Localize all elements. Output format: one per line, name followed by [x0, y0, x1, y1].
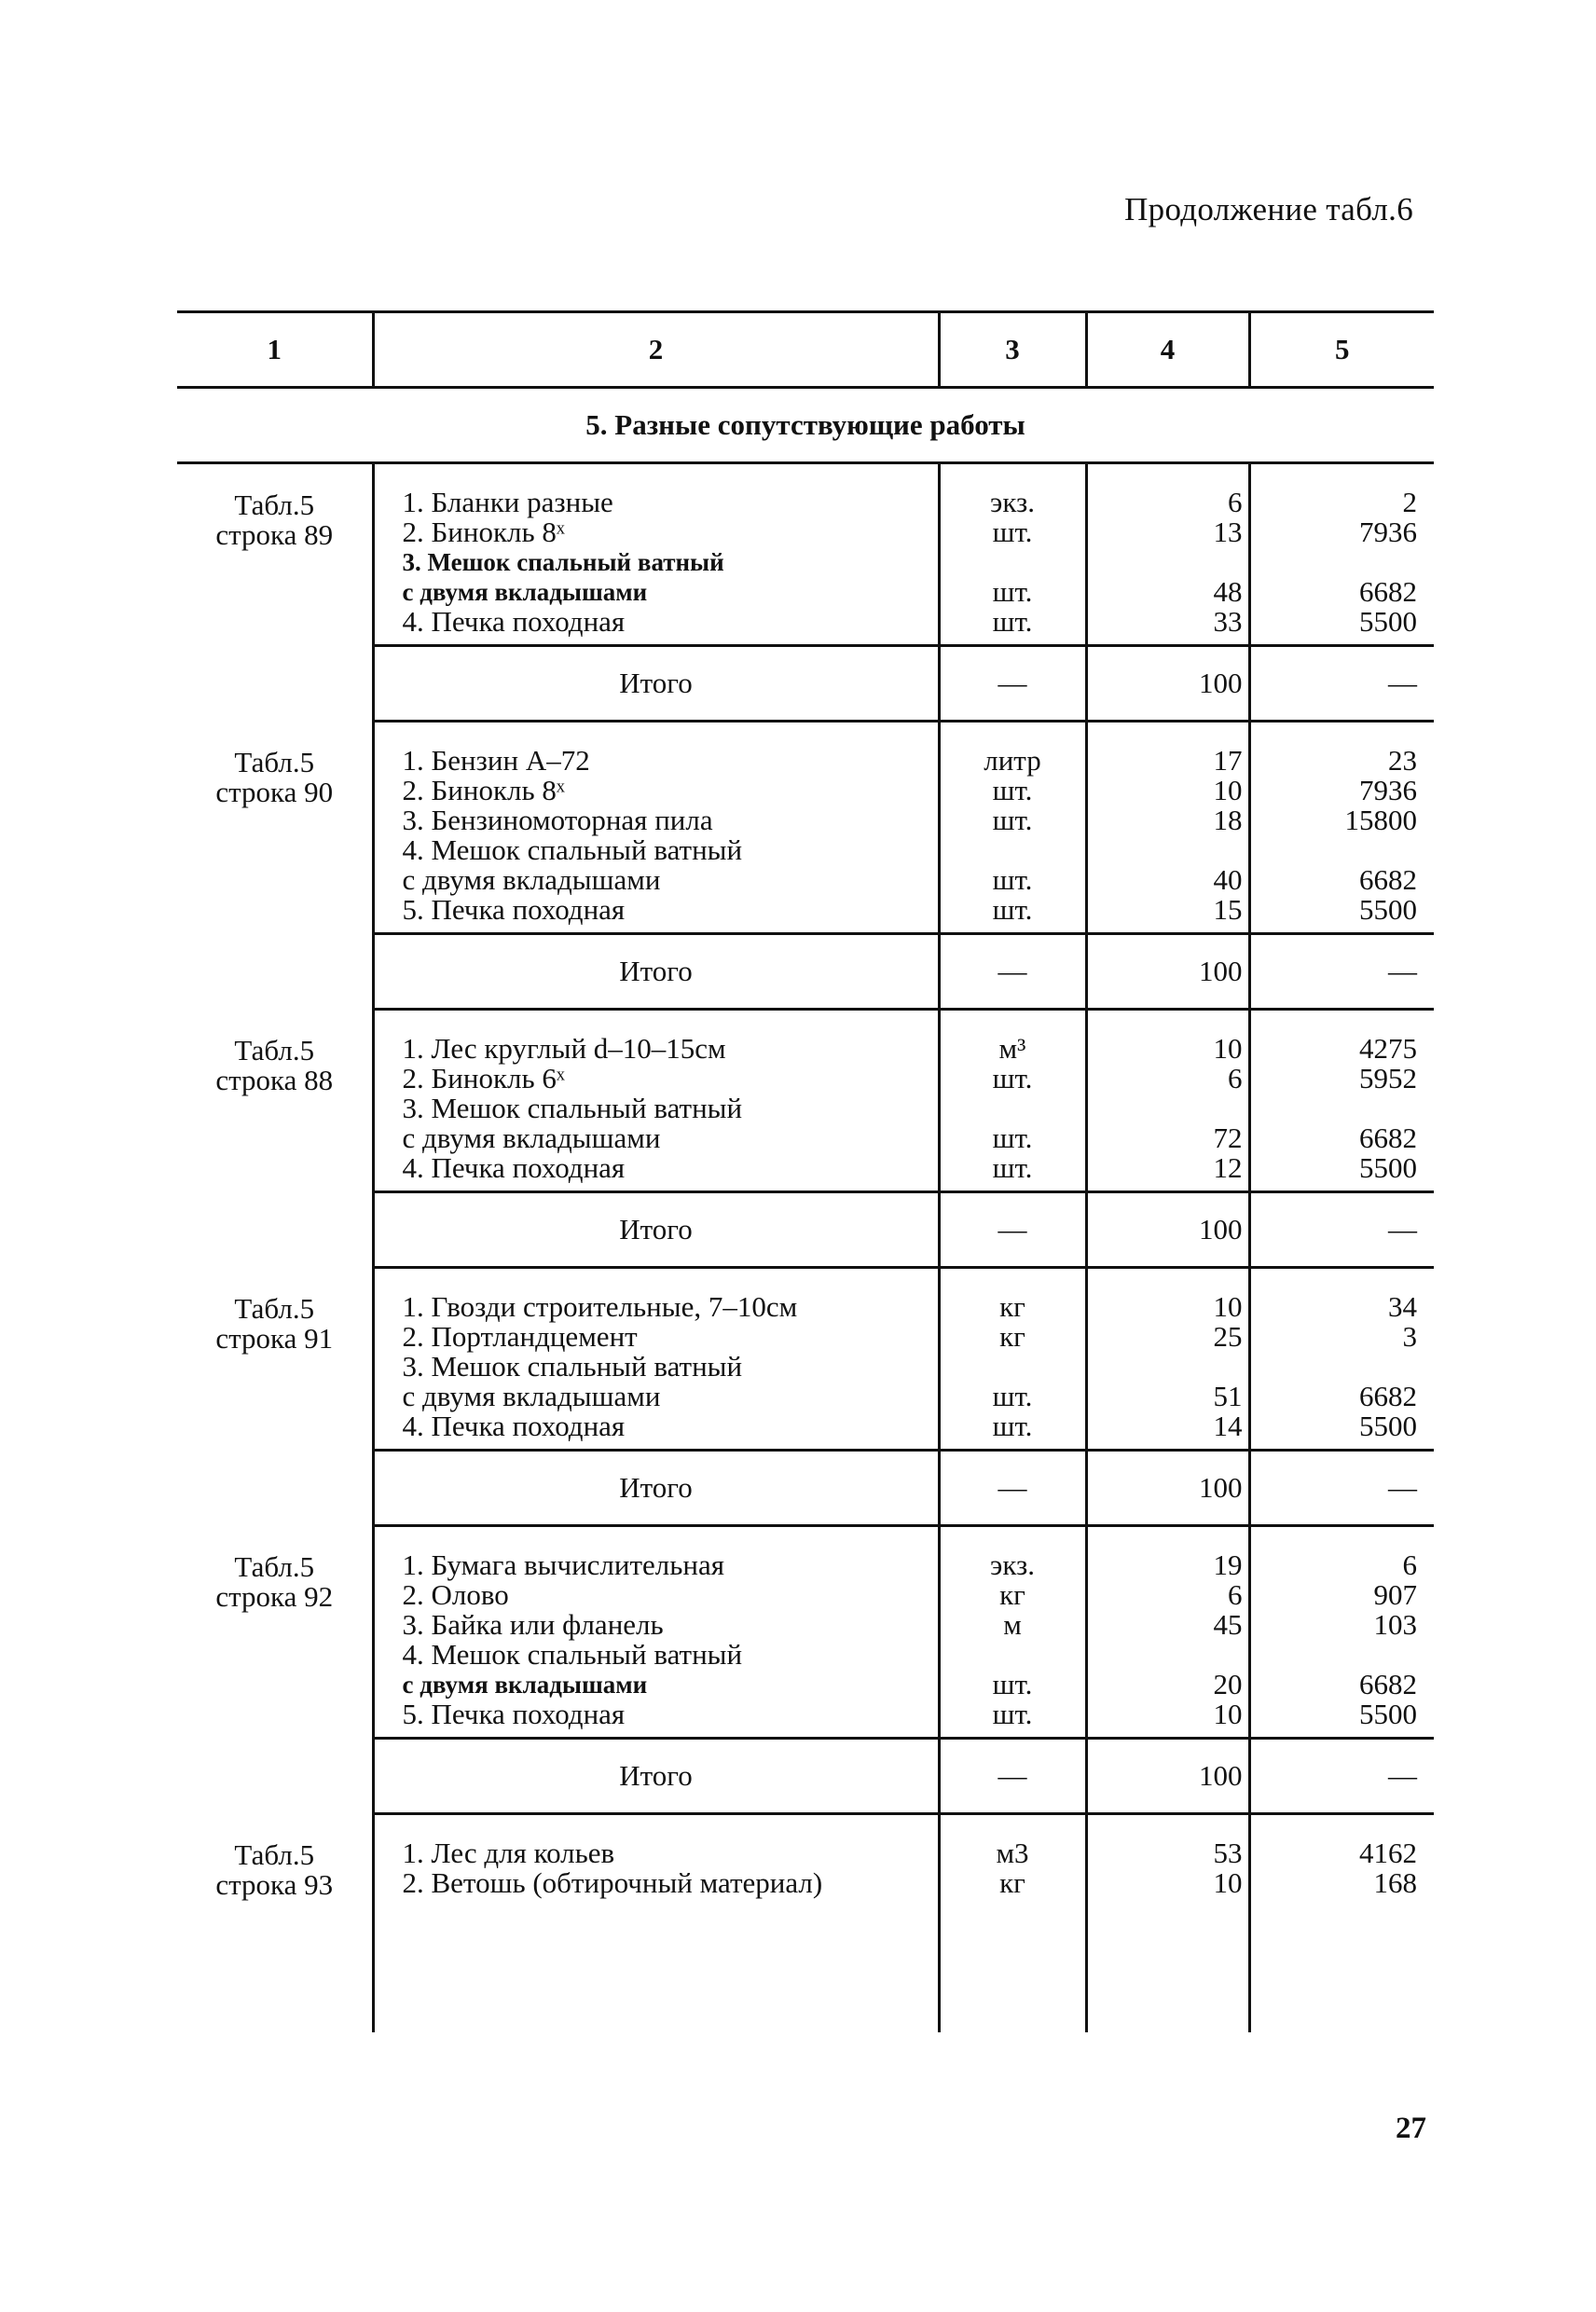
list-item: 4. Печка походная: [402, 605, 626, 638]
price-list: [1249, 1268, 1434, 1451]
quantity-value: 33: [1213, 605, 1243, 638]
column-header-4: 4: [1086, 312, 1249, 388]
price-value: 34: [1388, 1290, 1417, 1323]
table-row: [177, 463, 1434, 646]
unit-value: шт.: [992, 774, 1033, 806]
unit-value: шт.: [992, 804, 1033, 836]
reference-line: Табл.5: [234, 489, 315, 521]
total-quantity: 100: [1086, 1451, 1249, 1526]
unit-value: шт.: [992, 516, 1033, 548]
unit-list: [939, 1010, 1086, 1192]
list-item: 2. Бинокль 8ˣ: [402, 774, 565, 806]
reference-line: Табл.5: [234, 1291, 315, 1325]
unit-list: [939, 722, 1086, 934]
reference-line: Табл.5: [234, 745, 315, 778]
unit-value: шт.: [992, 1410, 1033, 1442]
list-item: 1. Бумага вычислительная: [402, 1548, 724, 1581]
reference-line: строка 92: [215, 1579, 334, 1613]
quantity-value: 10: [1213, 1698, 1243, 1730]
unit-value: экз.: [990, 486, 1035, 518]
quantity-value: 53: [1213, 1837, 1243, 1869]
price-list: [1249, 1814, 1434, 2033]
column-number-row: [177, 312, 1434, 388]
quantity-list: [1086, 1526, 1249, 1739]
total-label: Итого: [373, 934, 939, 1010]
total-price-dash: —: [1249, 646, 1434, 722]
price-value: [1251, 1640, 1418, 1670]
total-price-dash: —: [1249, 934, 1434, 1010]
price-value: 3: [1402, 1320, 1417, 1353]
list-item: 3. Байка или фланель: [402, 1608, 664, 1641]
unit-value: кг: [999, 1290, 1025, 1323]
reference-line: строка 89: [215, 518, 334, 551]
list-item: с двумя вкладышами: [402, 1122, 661, 1154]
list-item: 3. Мешок спальный ватный: [402, 1092, 743, 1124]
quantity-list: [1086, 463, 1249, 646]
quantity-value: 10: [1213, 1032, 1243, 1065]
price-value: 5952: [1359, 1062, 1417, 1094]
unit-value: [941, 1640, 1085, 1670]
total-quantity: 100: [1086, 1192, 1249, 1268]
quantity-value: 10: [1213, 1866, 1243, 1899]
item-list: [373, 1268, 939, 1451]
total-quantity: 100: [1086, 1739, 1249, 1814]
total-label: Итого: [373, 1192, 939, 1268]
quantity-value: 6: [1228, 1578, 1243, 1611]
price-value: 6682: [1359, 863, 1417, 896]
list-item: 2. Бинокль 8ˣ: [402, 516, 565, 548]
page-number: 27: [1396, 2112, 1426, 2145]
price-value: [1251, 835, 1418, 865]
price-value: 2: [1402, 486, 1417, 518]
quantity-value: 51: [1213, 1380, 1243, 1412]
unit-value: [941, 1094, 1085, 1123]
table-row: [177, 722, 1434, 934]
price-value: 15800: [1344, 804, 1417, 836]
list-item: 3. Мешок спальный ватный: [402, 548, 724, 576]
item-list: [373, 1814, 939, 2033]
row-reference: [177, 1814, 373, 2033]
unit-value: шт.: [992, 1062, 1033, 1094]
unit-value: литр: [984, 744, 1041, 777]
row-reference: [177, 1526, 373, 1814]
unit-value: экз.: [990, 1548, 1035, 1581]
unit-list: [939, 1268, 1086, 1451]
quantity-list: [1086, 1268, 1249, 1451]
list-item: 1. Гвозди строительные, 7–10см: [402, 1290, 798, 1323]
quantity-value: 15: [1213, 893, 1243, 926]
price-value: [1251, 1094, 1418, 1123]
unit-value: м: [1003, 1608, 1022, 1641]
list-item: 2. Ветошь (обтирочный материал): [402, 1866, 823, 1899]
unit-value: [941, 1352, 1085, 1382]
quantity-value: 10: [1213, 774, 1243, 806]
quantity-list: [1086, 722, 1249, 934]
column-header-2: 2: [373, 312, 939, 388]
total-unit-dash: —: [939, 1451, 1086, 1526]
price-value: 6682: [1359, 1668, 1417, 1700]
total-price-dash: —: [1249, 1451, 1434, 1526]
list-item: 5. Печка походная: [402, 893, 626, 926]
price-value: 168: [1373, 1866, 1417, 1899]
list-item: с двумя вкладышами: [402, 1380, 661, 1412]
unit-value: шт.: [992, 893, 1033, 926]
unit-value: [941, 835, 1085, 865]
quantity-value: [1088, 1352, 1243, 1382]
quantity-value: 40: [1213, 863, 1243, 896]
table-row: [177, 1526, 1434, 1739]
list-item: 4. Печка походная: [402, 1410, 626, 1442]
price-value: 5500: [1359, 605, 1417, 638]
list-item: 3. Бензиномоторная пила: [402, 804, 713, 836]
price-list: [1249, 463, 1434, 646]
price-list: [1249, 722, 1434, 934]
quantity-value: [1088, 1094, 1243, 1123]
price-value: 6682: [1359, 1380, 1417, 1412]
reference-line: Табл.5: [234, 1837, 315, 1871]
unit-list: [939, 463, 1086, 646]
reference-line: строка 91: [215, 1321, 334, 1355]
section-title-row: [177, 388, 1434, 463]
list-item: с двумя вкладышами: [402, 863, 661, 896]
price-value: 6: [1402, 1548, 1417, 1581]
price-value: 23: [1388, 744, 1417, 777]
total-quantity: 100: [1086, 934, 1249, 1010]
unit-value: шт.: [992, 605, 1033, 638]
unit-list: [939, 1526, 1086, 1739]
price-list: [1249, 1010, 1434, 1192]
quantity-value: 14: [1213, 1410, 1243, 1442]
price-value: 5500: [1359, 1698, 1417, 1730]
total-unit-dash: —: [939, 1192, 1086, 1268]
list-item: 1. Бензин А–72: [402, 744, 590, 777]
column-header-1: 1: [177, 312, 373, 388]
table-row: [177, 1814, 1434, 2033]
quantity-value: 10: [1213, 1290, 1243, 1323]
reference-line: Табл.5: [234, 1549, 315, 1583]
item-list: [373, 1526, 939, 1739]
list-item: 1. Лес круглый d–10–15см: [402, 1032, 726, 1065]
price-value: 4275: [1359, 1032, 1417, 1065]
table-row: [177, 1010, 1434, 1192]
column-header-3: 3: [939, 312, 1086, 388]
price-value: 4162: [1359, 1837, 1417, 1869]
unit-value: шт.: [992, 1122, 1033, 1154]
quantity-value: 6: [1228, 486, 1243, 518]
row-reference: [177, 722, 373, 1010]
list-item: 4. Печка походная: [402, 1151, 626, 1184]
unit-value: кг: [999, 1866, 1025, 1899]
unit-value: м³: [998, 1032, 1026, 1065]
list-item: 2. Портландцемент: [402, 1320, 638, 1353]
price-value: [1251, 1352, 1418, 1382]
price-value: 5500: [1359, 1151, 1417, 1184]
list-item: 3. Мешок спальный ватный: [402, 1350, 743, 1383]
row-reference: [177, 1010, 373, 1268]
quantity-list: [1086, 1814, 1249, 2033]
price-value: 5500: [1359, 1410, 1417, 1442]
price-value: 7936: [1359, 516, 1417, 548]
list-item: 5. Печка походная: [402, 1698, 626, 1730]
quantity-value: 19: [1213, 1548, 1243, 1581]
list-item: 2. Олово: [402, 1578, 509, 1611]
unit-value: шт.: [992, 1380, 1033, 1412]
quantity-value: [1088, 835, 1243, 865]
total-label: Итого: [373, 1739, 939, 1814]
total-unit-dash: —: [939, 934, 1086, 1010]
item-list: [373, 1010, 939, 1192]
table-row: [177, 1268, 1434, 1451]
price-value: 5500: [1359, 893, 1417, 926]
total-label: Итого: [373, 1451, 939, 1526]
reference-line: Табл.5: [234, 1033, 315, 1067]
unit-value: [941, 547, 1085, 577]
quantity-value: 20: [1213, 1668, 1243, 1700]
unit-value: м3: [996, 1837, 1029, 1869]
reference-line: строка 88: [215, 1063, 334, 1096]
unit-value: шт.: [992, 863, 1033, 896]
list-item: 1. Лес для кольев: [402, 1837, 615, 1869]
list-item: с двумя вкладышами: [402, 1671, 648, 1699]
quantity-value: 18: [1213, 804, 1243, 836]
quantity-value: 13: [1213, 516, 1243, 548]
quantity-value: 17: [1213, 744, 1243, 777]
quantity-value: [1088, 547, 1243, 577]
total-unit-dash: —: [939, 1739, 1086, 1814]
reference-line: строка 93: [215, 1867, 334, 1901]
item-list: [373, 463, 939, 646]
list-item: с двумя вкладышами: [402, 578, 648, 606]
price-value: 103: [1373, 1608, 1417, 1641]
price-value: 7936: [1359, 774, 1417, 806]
total-unit-dash: —: [939, 646, 1086, 722]
unit-value: шт.: [992, 1698, 1033, 1730]
row-reference: [177, 1268, 373, 1526]
price-value: 907: [1373, 1578, 1417, 1611]
unit-value: шт.: [992, 1151, 1033, 1184]
list-item: 1. Бланки разные: [402, 486, 613, 518]
row-reference: [177, 463, 373, 722]
quantity-value: 25: [1213, 1320, 1243, 1353]
total-price-dash: —: [1249, 1739, 1434, 1814]
section-title: 5. Разные сопутствующие работы: [177, 388, 1434, 463]
list-item: 2. Бинокль 6ˣ: [402, 1062, 565, 1094]
price-value: [1251, 547, 1418, 577]
quantity-value: [1088, 1640, 1243, 1670]
total-label: Итого: [373, 646, 939, 722]
unit-list: [939, 1814, 1086, 2033]
continuation-caption: Продолжение табл.6: [1124, 191, 1413, 227]
quantity-value: 72: [1213, 1122, 1243, 1154]
unit-value: кг: [999, 1320, 1025, 1353]
unit-value: шт.: [992, 575, 1033, 608]
list-item: 4. Мешок спальный ватный: [402, 1638, 743, 1671]
quantity-value: 48: [1213, 575, 1243, 608]
quantity-list: [1086, 1010, 1249, 1192]
unit-value: шт.: [992, 1668, 1033, 1700]
quantity-value: 45: [1213, 1608, 1243, 1641]
materials-table: [177, 310, 1434, 2032]
unit-value: кг: [999, 1578, 1025, 1611]
list-item: 4. Мешок спальный ватный: [402, 833, 743, 866]
total-price-dash: —: [1249, 1192, 1434, 1268]
quantity-value: 6: [1228, 1062, 1243, 1094]
column-header-5: 5: [1249, 312, 1434, 388]
item-list: [373, 722, 939, 934]
total-quantity: 100: [1086, 646, 1249, 722]
price-value: 6682: [1359, 575, 1417, 608]
price-value: 6682: [1359, 1122, 1417, 1154]
price-list: [1249, 1526, 1434, 1739]
quantity-value: 12: [1213, 1151, 1243, 1184]
reference-line: строка 90: [215, 775, 334, 808]
